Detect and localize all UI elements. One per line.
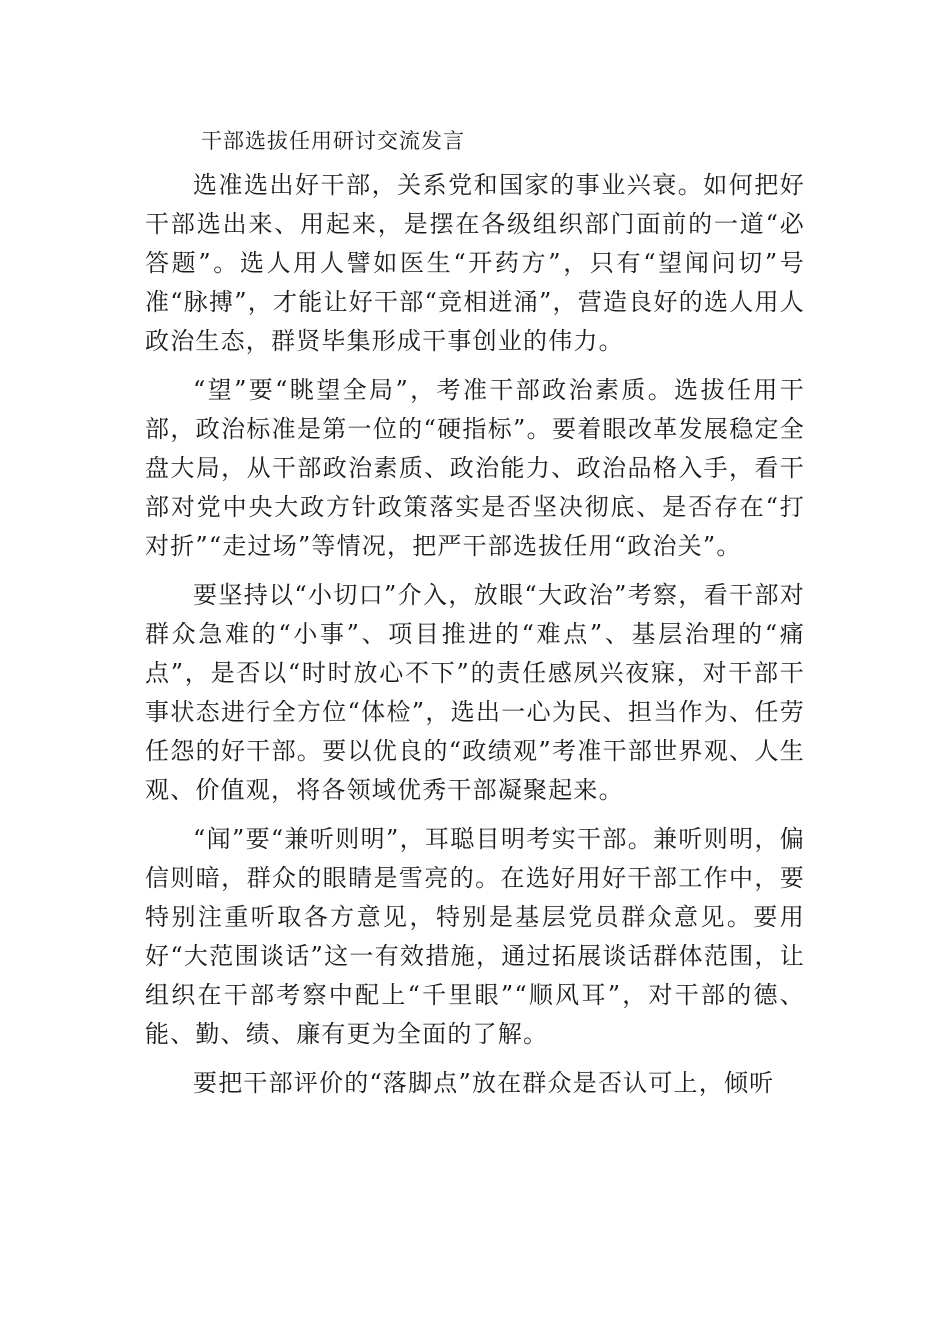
document-body [145, 122, 805, 1113]
paragraph-wen-detail: 要把干部评价的“落脚点”放在群众是否认可上，倾听 [193, 1069, 775, 1097]
paragraph-wen: “闻”要“兼听则明”，耳聪目明考实干部。兼听则明，偏信则暗，群众的眼睛是雪亮的。在选好用好干部工作中，要特别注重听取各方意见，特别是基层党员群众意见。要用好“大范围谈话”这一有效措施，通过拓展谈话群体范围，让组织在干部考察中配上“千里眼”“顺风耳”，对干部的德、能、勤、绩、廉有更为全面的了解。 [145, 825, 805, 1048]
document-title: 干部选拔任用研讨交流发言 [201, 129, 465, 153]
paragraph-wang: “望”要“眺望全局”，考准干部政治素质。选拔任用干部，政治标准是第一位的“硬指标”。要着眼改革发展稳定全盘大局，从干部政治素质、政治能力、政治品格入手，看干部对党中央大政方针政策落实是否坚决彻底、是否存在“打对折”“走过场”等情况，把严干部选拔任用“政治关”。 [145, 376, 805, 560]
paragraph-wang-detail: 要坚持以“小切口”介入，放眼“大政治”考察，看干部对群众急难的“小事”、项目推进的“难点”、基层治理的“痛点”，是否以“时时放心不下”的责任感夙兴夜寐，对干部干事状态进行全方位“体检”，选出一心为民、担当作为、任劳任怨的好干部。要以优良的“政绩观”考准干部世界观、人生观、价值观，将各领域优秀干部凝聚起来。 [145, 581, 805, 804]
paragraph-intro: 选准选出好干部，关系党和国家的事业兴衰。如何把好干部选出来、用起来，是摆在各级组织部门面前的一道“必答题”。选人用人譬如医生“开药方”，只有“望闻问切”号准“脉搏”，才能让好干部“竞相迸涌”，营造良好的选人用人政治生态，群贤毕集形成干事创业的伟力。 [145, 171, 805, 355]
